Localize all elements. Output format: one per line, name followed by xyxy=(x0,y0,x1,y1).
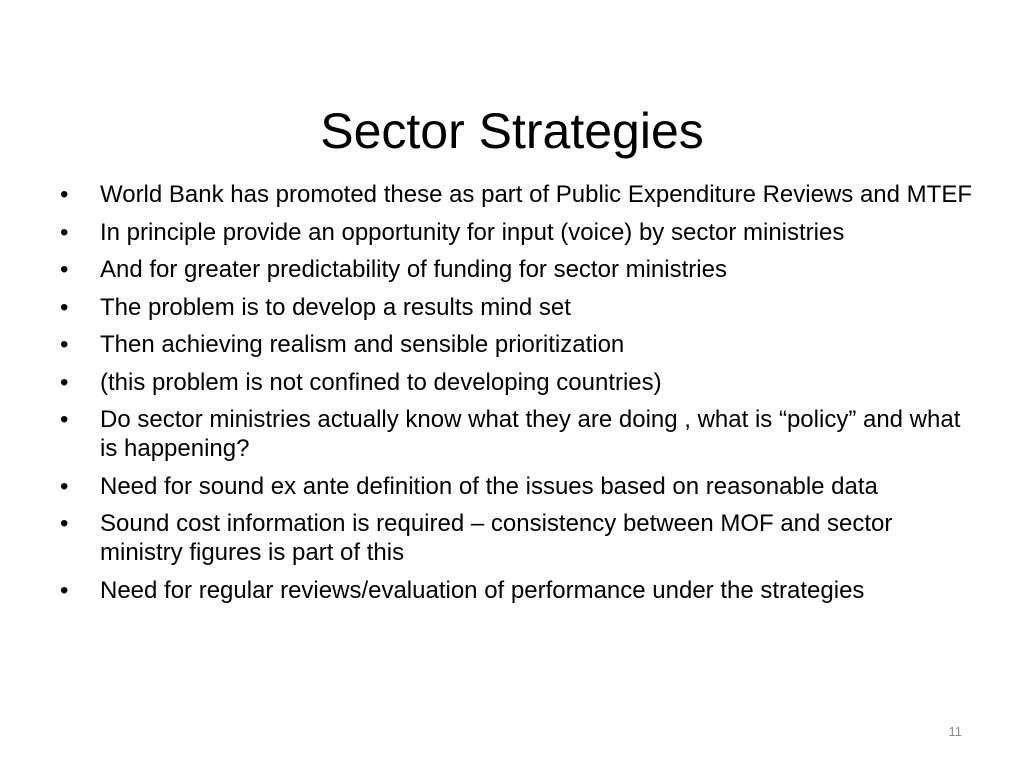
bullet-text: In principle provide an opportunity for input (voice) by sector ministries xyxy=(100,218,845,246)
bullet-icon: • xyxy=(60,368,69,396)
bullet-icon: • xyxy=(60,218,69,246)
bullet-icon: • xyxy=(60,472,69,500)
bullet-icon: • xyxy=(60,406,69,433)
slide-title: Sector Strategies xyxy=(320,102,704,159)
bullet-text: The problem is to develop a results mind set xyxy=(100,293,571,321)
bullet-text: Do sector ministries actually know what they are doing , what is “policy” and what is happening? xyxy=(100,406,961,462)
bullet-item xyxy=(60,293,975,322)
bullet-text: Then achieving realism and sensible prioritization xyxy=(100,331,625,358)
bullet-item xyxy=(60,368,975,397)
bullet-item xyxy=(60,218,975,247)
bullet-text: Need for regular reviews/evaluation of performance under the strategies xyxy=(100,576,865,604)
bullet-text: Need for sound ex ante definition of the issues based on reasonable data xyxy=(100,472,878,500)
page-number: 11 xyxy=(948,724,962,739)
bullet-icon: • xyxy=(60,181,69,208)
bullet-item xyxy=(60,255,975,284)
bullet-icon: • xyxy=(60,510,69,537)
bullet-text: Sound cost information is required – consistency between MOF and sector ministry figures is part of this xyxy=(100,510,893,566)
bullet-icon: • xyxy=(60,256,69,283)
bullet-text: World Bank has promoted these as part of Public Expenditure Reviews and MTEF xyxy=(100,181,972,208)
bullet-list xyxy=(60,180,975,613)
bullet-icon: • xyxy=(60,331,69,358)
bullet-item xyxy=(60,509,975,567)
bullet-icon: • xyxy=(60,576,69,604)
bullet-text: (this problem is not confined to developing countries) xyxy=(100,368,662,396)
bullet-item xyxy=(60,472,975,501)
bullet-item xyxy=(60,576,975,605)
bullet-item xyxy=(60,405,975,463)
bullet-icon: • xyxy=(60,293,69,321)
bullet-item xyxy=(60,330,975,359)
bullet-text: And for greater predictability of funding for sector ministries xyxy=(100,256,727,283)
bullet-item xyxy=(60,180,975,209)
